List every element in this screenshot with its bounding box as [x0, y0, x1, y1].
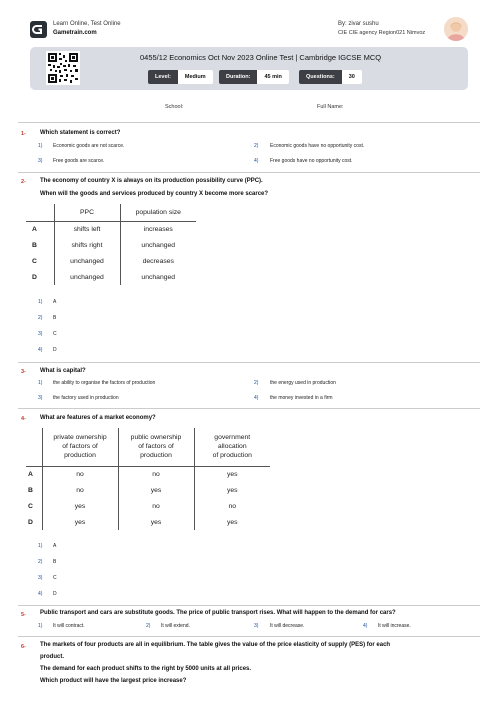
question-subtext: The demand for each product shifts to the right by 5000 units at all prices. — [40, 666, 252, 672]
option-label: 3) — [254, 623, 259, 629]
option-label: 4) — [363, 623, 368, 629]
option-text[interactable]: C — [53, 331, 57, 337]
brand — [30, 20, 121, 38]
table-header: PPC — [54, 204, 120, 221]
row-label: B — [32, 241, 37, 249]
row-label: C — [32, 257, 37, 265]
option-label: 2) — [38, 559, 43, 565]
divider — [18, 362, 480, 363]
question-text: What are features of a market economy? — [40, 415, 156, 421]
option-text[interactable]: It will contract. — [53, 623, 85, 629]
option-label: 1) — [38, 543, 43, 549]
option-label: 1) — [38, 380, 43, 386]
table-cell: unchanged — [120, 237, 196, 253]
option-label: 4) — [254, 158, 259, 164]
table-cell: no — [194, 498, 270, 514]
user-info — [338, 20, 425, 38]
option-label: 1) — [38, 299, 43, 305]
row-label: D — [28, 518, 33, 526]
option-text[interactable]: It will extend. — [161, 623, 190, 629]
question-number: 4- — [21, 416, 26, 422]
table-cell: yes — [194, 482, 270, 498]
level-value: Medium — [178, 70, 213, 84]
table-cell: no — [118, 466, 194, 482]
option-text[interactable]: It will decrease. — [270, 623, 305, 629]
divider — [18, 172, 480, 173]
gametrain-logo-icon — [30, 21, 47, 38]
row-label: D — [32, 273, 37, 281]
question-subtext: Which product will have the largest price increase? — [40, 678, 187, 684]
divider — [18, 408, 480, 409]
option-text[interactable]: B — [53, 315, 57, 321]
option-text[interactable]: the factory used in production — [53, 395, 119, 401]
divider — [18, 605, 480, 606]
question-number: 3- — [21, 369, 26, 375]
option-text[interactable]: A — [53, 543, 57, 549]
question-number: 5- — [21, 612, 26, 618]
option-text[interactable]: Free goods are scarce. — [53, 158, 105, 164]
table-cell: unchanged — [54, 253, 120, 269]
question-text-continued: product. — [40, 654, 64, 660]
market-economy-table — [26, 428, 270, 530]
ppc-table — [26, 204, 196, 285]
table-cell: no — [42, 482, 118, 498]
questions-value: 30 — [342, 70, 362, 84]
option-label: 1) — [38, 143, 43, 149]
table-cell: unchanged — [120, 269, 196, 285]
divider — [18, 122, 480, 123]
option-label: 2) — [254, 380, 259, 386]
table-cell: shifts left — [54, 221, 120, 237]
questions-badge — [299, 70, 362, 84]
table-cell: increases — [120, 221, 196, 237]
duration-value: 45 min — [257, 70, 288, 84]
table-cell: unchanged — [54, 269, 120, 285]
row-label: A — [32, 225, 37, 233]
table-cell: yes — [42, 514, 118, 530]
question-number: 6- — [21, 644, 26, 650]
question-text: What is capital? — [40, 368, 86, 374]
option-label: 4) — [254, 395, 259, 401]
option-text[interactable]: D — [53, 347, 57, 353]
option-label: 4) — [38, 347, 43, 353]
table-header: private ownership of factors of production — [42, 428, 118, 466]
option-label: 2) — [38, 315, 43, 321]
option-label: 3) — [38, 158, 43, 164]
question-text: The economy of country X is always on its production possibility curve (PPC). — [40, 178, 263, 184]
table-cell: yes — [194, 514, 270, 530]
author-name: By: zivar sushu — [338, 21, 379, 27]
option-text[interactable]: the energy used in production — [270, 380, 336, 386]
table-header: public ownership of factors of production — [118, 428, 194, 466]
question-subtext: When will the goods and services produced by country X become more scarce? — [40, 191, 269, 197]
option-label: 2) — [146, 623, 151, 629]
test-banner — [30, 47, 468, 90]
test-title: 0455/12 Economics Oct Nov 2023 Online Test | Cambridge IGCSE MCQ — [140, 53, 382, 62]
school-field[interactable]: School: — [165, 104, 184, 110]
option-text[interactable]: A — [53, 299, 57, 305]
option-label: 3) — [38, 331, 43, 337]
option-label: 1) — [38, 623, 43, 629]
option-text[interactable]: D — [53, 591, 57, 597]
level-label: Level: — [148, 70, 178, 84]
table-cell: yes — [118, 482, 194, 498]
option-text[interactable]: the ability to organise the factors of production — [53, 380, 156, 386]
table-cell: decreases — [120, 253, 196, 269]
question-text: The markets of four products are all in equilibrium. The table gives the value of the price elasticity of supply (PES) for each — [40, 642, 391, 648]
question-number: 2- — [21, 179, 26, 185]
option-text[interactable]: the money invested in a firm — [270, 395, 333, 401]
option-label: 2) — [254, 143, 259, 149]
option-text[interactable]: Economic goods have no opportunity cost. — [270, 143, 365, 149]
option-text[interactable]: Free goods have no opportunity cost. — [270, 158, 353, 164]
row-label: C — [28, 502, 33, 510]
option-text[interactable]: Economic goods are not scarce. — [53, 143, 125, 149]
table-cell: yes — [118, 514, 194, 530]
question-number: 1- — [21, 131, 26, 137]
table-header: government allocation of production — [194, 428, 270, 466]
divider — [18, 636, 480, 637]
table-cell: yes — [194, 466, 270, 482]
option-label: 3) — [38, 575, 43, 581]
table-cell: shifts right — [54, 237, 120, 253]
tagline: Learn Online, Test Online — [53, 21, 121, 27]
option-label: 3) — [38, 395, 43, 401]
row-label: B — [28, 486, 33, 494]
duration-badge — [219, 70, 289, 84]
option-text[interactable]: It will increase. — [378, 623, 411, 629]
qr-code-icon — [46, 51, 80, 85]
row-label: A — [28, 470, 33, 478]
table-header: population size — [120, 204, 196, 221]
question-text: Public transport and cars are substitute goods. The price of public transport rises. What will happen to the demand for cars? — [40, 610, 396, 616]
option-label: 4) — [38, 591, 43, 597]
table-cell: yes — [42, 498, 118, 514]
option-text[interactable]: C — [53, 575, 57, 581]
questions-label: Questions: — [299, 70, 342, 84]
table-cell: no — [118, 498, 194, 514]
option-text[interactable]: B — [53, 559, 57, 565]
avatar — [444, 17, 468, 41]
table-cell: no — [42, 466, 118, 482]
author-region: CIE CIE agency Region021 Nimvoz — [338, 30, 426, 36]
question-text: Which statement is correct? — [40, 130, 121, 136]
duration-label: Duration: — [219, 70, 257, 84]
level-badge — [148, 70, 213, 84]
full-name-field[interactable]: Full Name: — [317, 104, 344, 110]
site-link[interactable]: Gametrain.com — [53, 30, 97, 36]
